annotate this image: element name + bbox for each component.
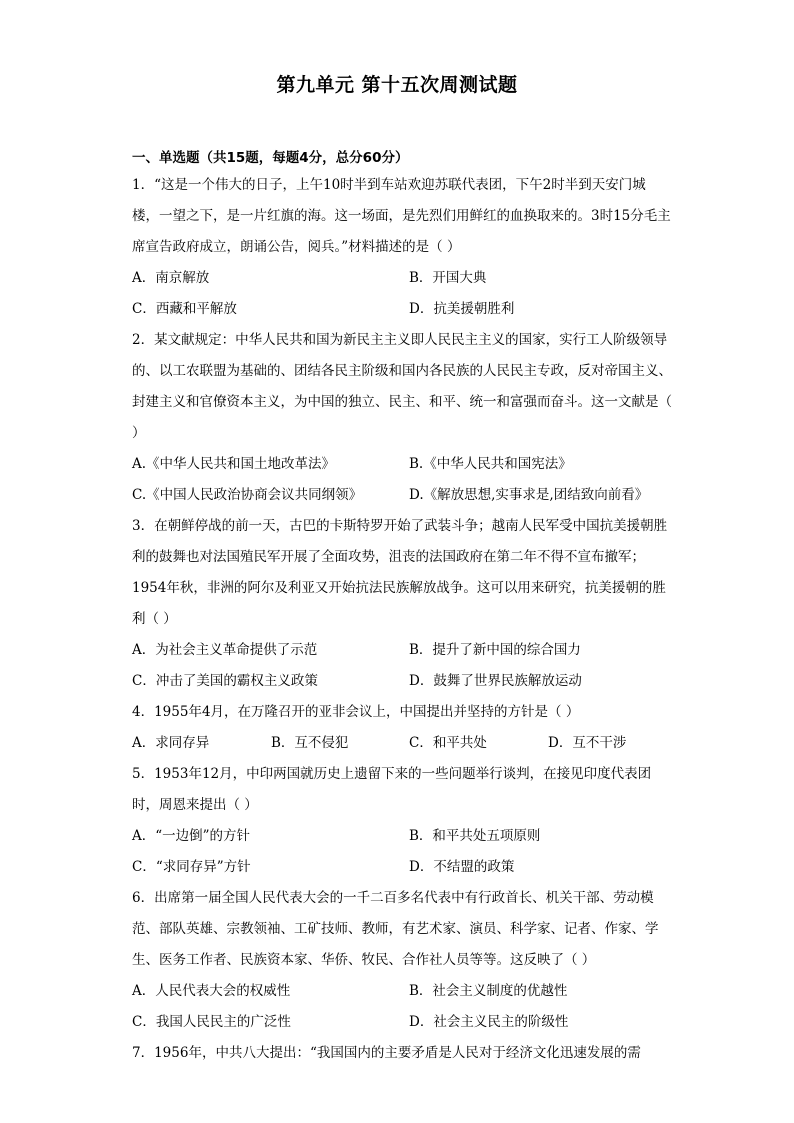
question-6: [132, 883, 672, 1038]
option-d: D．互不干涉: [548, 735, 627, 751]
option-a: A．南京解放: [132, 270, 210, 286]
option-c: C．西藏和平解放: [132, 301, 237, 317]
option-b: B.《中华人民共和国宪法》: [409, 456, 572, 472]
option-grid: [132, 635, 672, 697]
option-a: A.《中华人民共和国土地改革法》: [132, 456, 336, 472]
option-b: B．提升了新中国的综合国力: [409, 642, 581, 658]
option-b: B．社会主义制度的优越性: [409, 983, 568, 999]
question-list: [132, 170, 672, 1069]
option-d: D．不结盟的政策: [409, 859, 515, 875]
option-a: A．为社会主义革命提供了示范: [132, 642, 318, 658]
option-grid: [132, 449, 672, 511]
question-stem: 4．1955年4月，在万隆召开的亚非会议上，中国提出并坚持的方针是（ ）: [132, 704, 580, 720]
question-1: [132, 170, 672, 325]
option-d: D．鼓舞了世界民族解放运动: [409, 673, 582, 689]
option-c: C．冲击了美国的霸权主义政策: [132, 673, 318, 689]
option-grid: [132, 263, 672, 325]
option-b: B．和平共处五项原则: [409, 828, 541, 844]
question-3: [132, 511, 672, 697]
question-2: [132, 325, 672, 511]
option-c: C．“求同存异”方针: [132, 859, 251, 875]
question-stem: 6．出席第一届全国人民代表大会的一千二百多名代表中有行政首长、机关干部、劳动模范、部队英雄、宗教领袖、工矿技师、教师，有艺术家、演员、科学家、记者、作家、学生、医务工作者、民族资本家、华侨、牧民、合作社人员等等。这反映了（ ）: [132, 890, 659, 968]
option-a: A．“一边倒”的方针: [132, 828, 251, 844]
question-stem: 1．“这是一个伟大的日子，上午10时半到车站欢迎苏联代表团，下午2时半到天安门城楼，一望之下，是一片红旗的海。这一场面，是先烈们用鲜红的血换取来的。3时15分毛主席宣告政府成立，朗诵公告，阅兵。”材料描述的是（ ）: [132, 177, 671, 255]
option-d: D.《解放思想,实事求是,团结致向前看》: [409, 487, 649, 503]
option-grid: [132, 728, 672, 759]
question-stem: 5．1953年12月，中印两国就历史上遗留下来的一些问题举行谈判，在接见印度代表团时，周恩来提出（ ）: [132, 766, 652, 813]
question-5: [132, 759, 672, 883]
option-a: A．人民代表大会的权威性: [132, 983, 291, 999]
option-d: D．抗美援朝胜利: [409, 301, 515, 317]
option-b: B．互不侵犯: [271, 735, 349, 751]
option-a: A．求同存异: [132, 735, 210, 751]
option-b: B．开国大典: [409, 270, 487, 286]
option-grid: [132, 821, 672, 883]
question-stem: 2．某文献规定：中华人民共和国为新民主主义即人民民主主义的国家，实行工人阶级领导的、以工农联盟为基础的、团结各民主阶级和国内各民族的人民民主专政，反对帝国主义、封建主义和官僚资本主义，为中国的独立、民主、和平、统一和富强而奋斗。这一文献是（ ）: [132, 332, 672, 441]
option-c: C．和平共处: [409, 735, 487, 751]
question-stem: 3．在朝鲜停战的前一天，古巴的卡斯特罗开始了武装斗争；越南人民军受中国抗美援朝胜利的鼓舞也对法国殖民军开展了全面攻势，沮丧的法国政府在第二年不得不宣布撤军；1954年秋，非洲的阿尔及利亚又开始抗法民族解放战争。这可以用来研究，抗美援朝的胜利（ ）: [132, 518, 668, 627]
question-stem: 7．1956年，中共八大提出：“我国国内的主要矛盾是人民对于经济文化迅速发展的需: [132, 1045, 641, 1061]
question-7: [132, 1038, 672, 1069]
option-grid: [132, 976, 672, 1038]
question-4: [132, 697, 672, 759]
option-c: C．我国人民民主的广泛性: [132, 1014, 291, 1030]
page-title: 第九单元 第十五次周测试题: [276, 74, 518, 96]
section-heading: 一、单选题（共15题，每题4分，总分60分）: [132, 150, 409, 166]
option-d: D．社会主义民主的阶级性: [409, 1014, 569, 1030]
option-c: C.《中国人民政治协商会议共同纲领》: [132, 487, 363, 503]
